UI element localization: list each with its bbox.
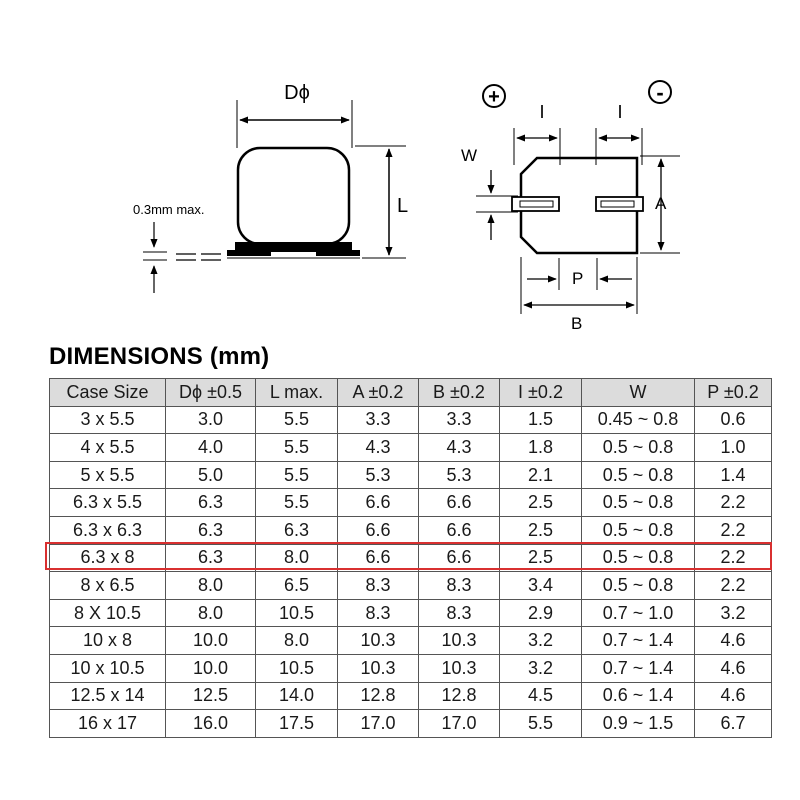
table-cell: 2.5 <box>500 544 582 572</box>
table-cell: 10.5 <box>256 654 338 682</box>
table-cell: 0.6 ~ 1.4 <box>582 682 695 710</box>
column-header: P ±0.2 <box>695 379 772 407</box>
column-header: Case Size <box>50 379 166 407</box>
table-cell: 6.6 <box>419 544 500 572</box>
table-cell: 8.0 <box>256 627 338 655</box>
table-cell: 6.7 <box>695 710 772 738</box>
table-row <box>50 682 772 710</box>
table-cell: 5 x 5.5 <box>50 461 166 489</box>
table-cell: 5.5 <box>256 461 338 489</box>
terminal-left <box>227 250 271 256</box>
table-row <box>50 516 772 544</box>
svg-text:-: - <box>656 80 664 105</box>
table-cell: 10.0 <box>166 627 256 655</box>
dimensions-heading: DIMENSIONS (mm) <box>49 343 270 370</box>
table-cell: 8.3 <box>419 599 500 627</box>
table-header-row <box>50 379 772 407</box>
table-cell: 4.6 <box>695 654 772 682</box>
a-label: A <box>655 194 667 213</box>
table-cell: 6.6 <box>419 489 500 517</box>
table-cell: 12.8 <box>338 682 419 710</box>
table-cell: 1.5 <box>500 406 582 434</box>
column-header: Dϕ ±0.5 <box>166 379 256 407</box>
side-view-drawing <box>133 82 408 293</box>
table-cell: 5.5 <box>256 434 338 462</box>
table-cell: 2.1 <box>500 461 582 489</box>
table-cell: 8.0 <box>166 572 256 600</box>
table-row <box>50 572 772 600</box>
column-header: I ±0.2 <box>500 379 582 407</box>
column-header: W <box>582 379 695 407</box>
table-cell: 0.5 ~ 0.8 <box>582 461 695 489</box>
table-cell: 8.3 <box>338 572 419 600</box>
table-cell: 10.3 <box>338 627 419 655</box>
table-cell: 6.3 <box>166 489 256 517</box>
table-cell: 4 x 5.5 <box>50 434 166 462</box>
table-cell: 5.5 <box>256 406 338 434</box>
table-cell: 0.7 ~ 1.4 <box>582 654 695 682</box>
table-cell: 0.5 ~ 0.8 <box>582 434 695 462</box>
table-row-highlighted <box>50 544 772 572</box>
table-cell: 0.5 ~ 0.8 <box>582 489 695 517</box>
table-cell: 1.4 <box>695 461 772 489</box>
table-cell: 4.5 <box>500 682 582 710</box>
table-cell: 0.45 ~ 0.8 <box>582 406 695 434</box>
table-cell: 6.6 <box>338 516 419 544</box>
table-cell: 6.3 x 5.5 <box>50 489 166 517</box>
table-row <box>50 710 772 738</box>
table-row <box>50 461 772 489</box>
table-cell: 10 x 8 <box>50 627 166 655</box>
table-cell: 0.7 ~ 1.4 <box>582 627 695 655</box>
table-cell: 17.5 <box>256 710 338 738</box>
table-cell: 17.0 <box>419 710 500 738</box>
capacitor-body <box>238 148 349 244</box>
terminal-right <box>316 250 360 256</box>
table-cell: 0.9 ~ 1.5 <box>582 710 695 738</box>
table-cell: 4.6 <box>695 682 772 710</box>
clearance-label: 0.3mm max. <box>133 202 205 217</box>
table-cell: 6.3 x 8 <box>50 544 166 572</box>
table-cell: 6.6 <box>338 489 419 517</box>
table-cell: 3.4 <box>500 572 582 600</box>
column-header: B ±0.2 <box>419 379 500 407</box>
table-cell: 10.3 <box>338 654 419 682</box>
table-cell: 6.3 x 6.3 <box>50 516 166 544</box>
p-label: P <box>572 269 584 288</box>
table-row <box>50 406 772 434</box>
table-cell: 3 x 5.5 <box>50 406 166 434</box>
table-cell: 14.0 <box>256 682 338 710</box>
table-cell: 6.3 <box>256 516 338 544</box>
table-cell: 4.3 <box>338 434 419 462</box>
table-cell: 16 x 17 <box>50 710 166 738</box>
table-row <box>50 654 772 682</box>
table-cell: 1.8 <box>500 434 582 462</box>
table-cell: 6.6 <box>338 544 419 572</box>
table-cell: 8.3 <box>338 599 419 627</box>
table-cell: 3.3 <box>419 406 500 434</box>
svg-text:+: + <box>488 86 500 108</box>
i-label-left: I <box>539 102 545 122</box>
table-row <box>50 599 772 627</box>
terminal-view-drawing <box>461 80 680 333</box>
table-cell: 10.3 <box>419 627 500 655</box>
b-label: B <box>571 314 583 333</box>
table-cell: 12.5 <box>166 682 256 710</box>
table-cell: 4.0 <box>166 434 256 462</box>
table-cell: 2.9 <box>500 599 582 627</box>
table-cell: 8.3 <box>419 572 500 600</box>
i-label-right: I <box>617 102 623 122</box>
table-row <box>50 489 772 517</box>
table-cell: 8.0 <box>256 544 338 572</box>
table-cell: 5.3 <box>338 461 419 489</box>
table-cell: 5.5 <box>500 710 582 738</box>
column-header: L max. <box>256 379 338 407</box>
table-cell: 1.0 <box>695 434 772 462</box>
table-cell: 4.3 <box>419 434 500 462</box>
table-cell: 3.2 <box>695 599 772 627</box>
table-cell: 10.3 <box>419 654 500 682</box>
table-cell: 5.3 <box>419 461 500 489</box>
table-row <box>50 627 772 655</box>
table-cell: 8 X 10.5 <box>50 599 166 627</box>
table-cell: 2.5 <box>500 489 582 517</box>
dimensions-table <box>49 378 772 738</box>
table-cell: 2.5 <box>500 516 582 544</box>
table-cell: 3.2 <box>500 627 582 655</box>
table-cell: 3.3 <box>338 406 419 434</box>
table-cell: 0.7 ~ 1.0 <box>582 599 695 627</box>
column-header: A ±0.2 <box>338 379 419 407</box>
table-cell: 2.2 <box>695 572 772 600</box>
diameter-label: Dϕ <box>284 82 310 104</box>
table-cell: 8.0 <box>166 599 256 627</box>
table-cell: 3.0 <box>166 406 256 434</box>
table-cell: 0.5 ~ 0.8 <box>582 544 695 572</box>
table-cell: 6.3 <box>166 544 256 572</box>
table-cell: 12.8 <box>419 682 500 710</box>
table-cell: 5.5 <box>256 489 338 517</box>
table-cell: 5.0 <box>166 461 256 489</box>
table-cell: 8 x 6.5 <box>50 572 166 600</box>
table-cell: 0.5 ~ 0.8 <box>582 572 695 600</box>
table-cell: 6.3 <box>166 516 256 544</box>
table-cell: 16.0 <box>166 710 256 738</box>
table-cell: 12.5 x 14 <box>50 682 166 710</box>
table-cell: 2.2 <box>695 516 772 544</box>
table-cell: 10 x 10.5 <box>50 654 166 682</box>
dimension-drawings <box>0 0 800 340</box>
table-cell: 6.6 <box>419 516 500 544</box>
w-label: W <box>461 146 478 165</box>
table-cell: 17.0 <box>338 710 419 738</box>
table-cell: 0.5 ~ 0.8 <box>582 516 695 544</box>
table-cell: 10.5 <box>256 599 338 627</box>
table-cell: 3.2 <box>500 654 582 682</box>
table-cell: 2.2 <box>695 544 772 572</box>
table-cell: 6.5 <box>256 572 338 600</box>
length-label: L <box>397 195 409 217</box>
table-row <box>50 434 772 462</box>
table-cell: 0.6 <box>695 406 772 434</box>
table-cell: 4.6 <box>695 627 772 655</box>
table-cell: 2.2 <box>695 489 772 517</box>
table-cell: 10.0 <box>166 654 256 682</box>
